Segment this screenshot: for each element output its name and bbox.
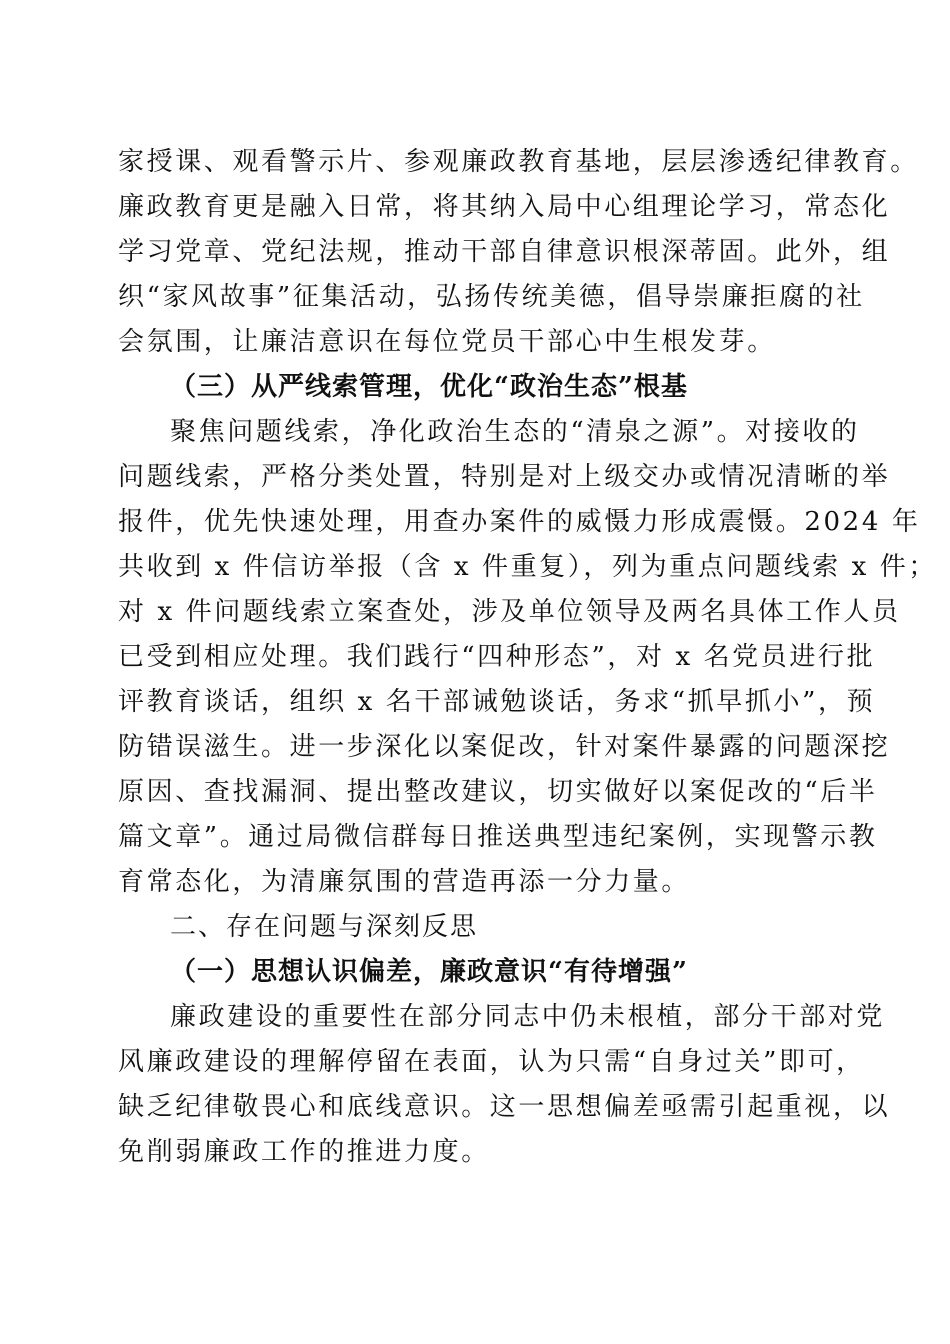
section-subheading: （一）思想认识偏差，廉政意识“有待增强” <box>170 957 688 987</box>
paragraph-line: 育常态化，为清廉氛围的营造再添一分力量。 <box>118 867 691 897</box>
paragraph-line: 缺乏纪律敬畏心和底线意识。这一思想偏差亟需引起重视，以 <box>118 1092 891 1122</box>
paragraph-line: 聚焦问题线索，净化政治生态的“清泉之源”。对接收的 <box>170 417 860 447</box>
paragraph-line: 篇文章”。通过局微信群每日推送典型违纪案例，实现警示教 <box>118 822 878 852</box>
paragraph-line: 报件，优先快速处理，用查办案件的威慑力形成震慑。2024 年 <box>118 507 921 537</box>
paragraph-line: 共收到 x 件信访举报（含 x 件重复），列为重点问题线索 x 件； <box>118 552 937 582</box>
paragraph-line: 会氛围，让廉洁意识在每位党员干部心中生根发芽。 <box>118 327 776 357</box>
paragraph-line: 廉政建设的重要性在部分同志中仍未根植，部分干部对党 <box>170 1002 886 1032</box>
paragraph-line: 原因、查找漏洞、提出整改建议，切实做好以案促改的“后半 <box>118 777 878 807</box>
paragraph-line: 风廉政建设的理解停留在表面，认为只需“自身过关”即可， <box>118 1047 865 1077</box>
paragraph-line: 免削弱廉政工作的推进力度。 <box>118 1137 490 1167</box>
paragraph-line: 防错误滋生。进一步深化以案促改，针对案件暴露的问题深挖 <box>118 732 891 762</box>
part-heading: 二、存在问题与深刻反思 <box>170 912 479 942</box>
paragraph-line: 评教育谈话，组织 x 名干部诫勉谈话，务求“抓早抓小”，预 <box>118 687 876 717</box>
paragraph-line: 织“家风故事”征集活动，弘扬传统美德，倡导崇廉拒腐的社 <box>118 282 865 312</box>
paragraph-line: 已受到相应处理。我们践行“四种形态”，对 x 名党员进行批 <box>118 642 876 672</box>
paragraph-line: 对 x 件问题线索立案查处，涉及单位领导及两名具体工作人员 <box>118 597 901 627</box>
paragraph-line: 问题线索，严格分类处置，特别是对上级交办或情况清晰的举 <box>118 462 891 492</box>
paragraph-line: 家授课、观看警示片、参观廉政教育基地，层层渗透纪律教育。 <box>118 147 919 177</box>
paragraph-line: 廉政教育更是融入日常，将其纳入局中心组理论学习，常态化 <box>118 192 891 222</box>
paragraph-line: 学习党章、党纪法规，推动干部自律意识根深蒂固。此外，组 <box>118 237 891 267</box>
section-subheading: （三）从严线索管理，优化“政治生态”根基 <box>170 372 688 402</box>
